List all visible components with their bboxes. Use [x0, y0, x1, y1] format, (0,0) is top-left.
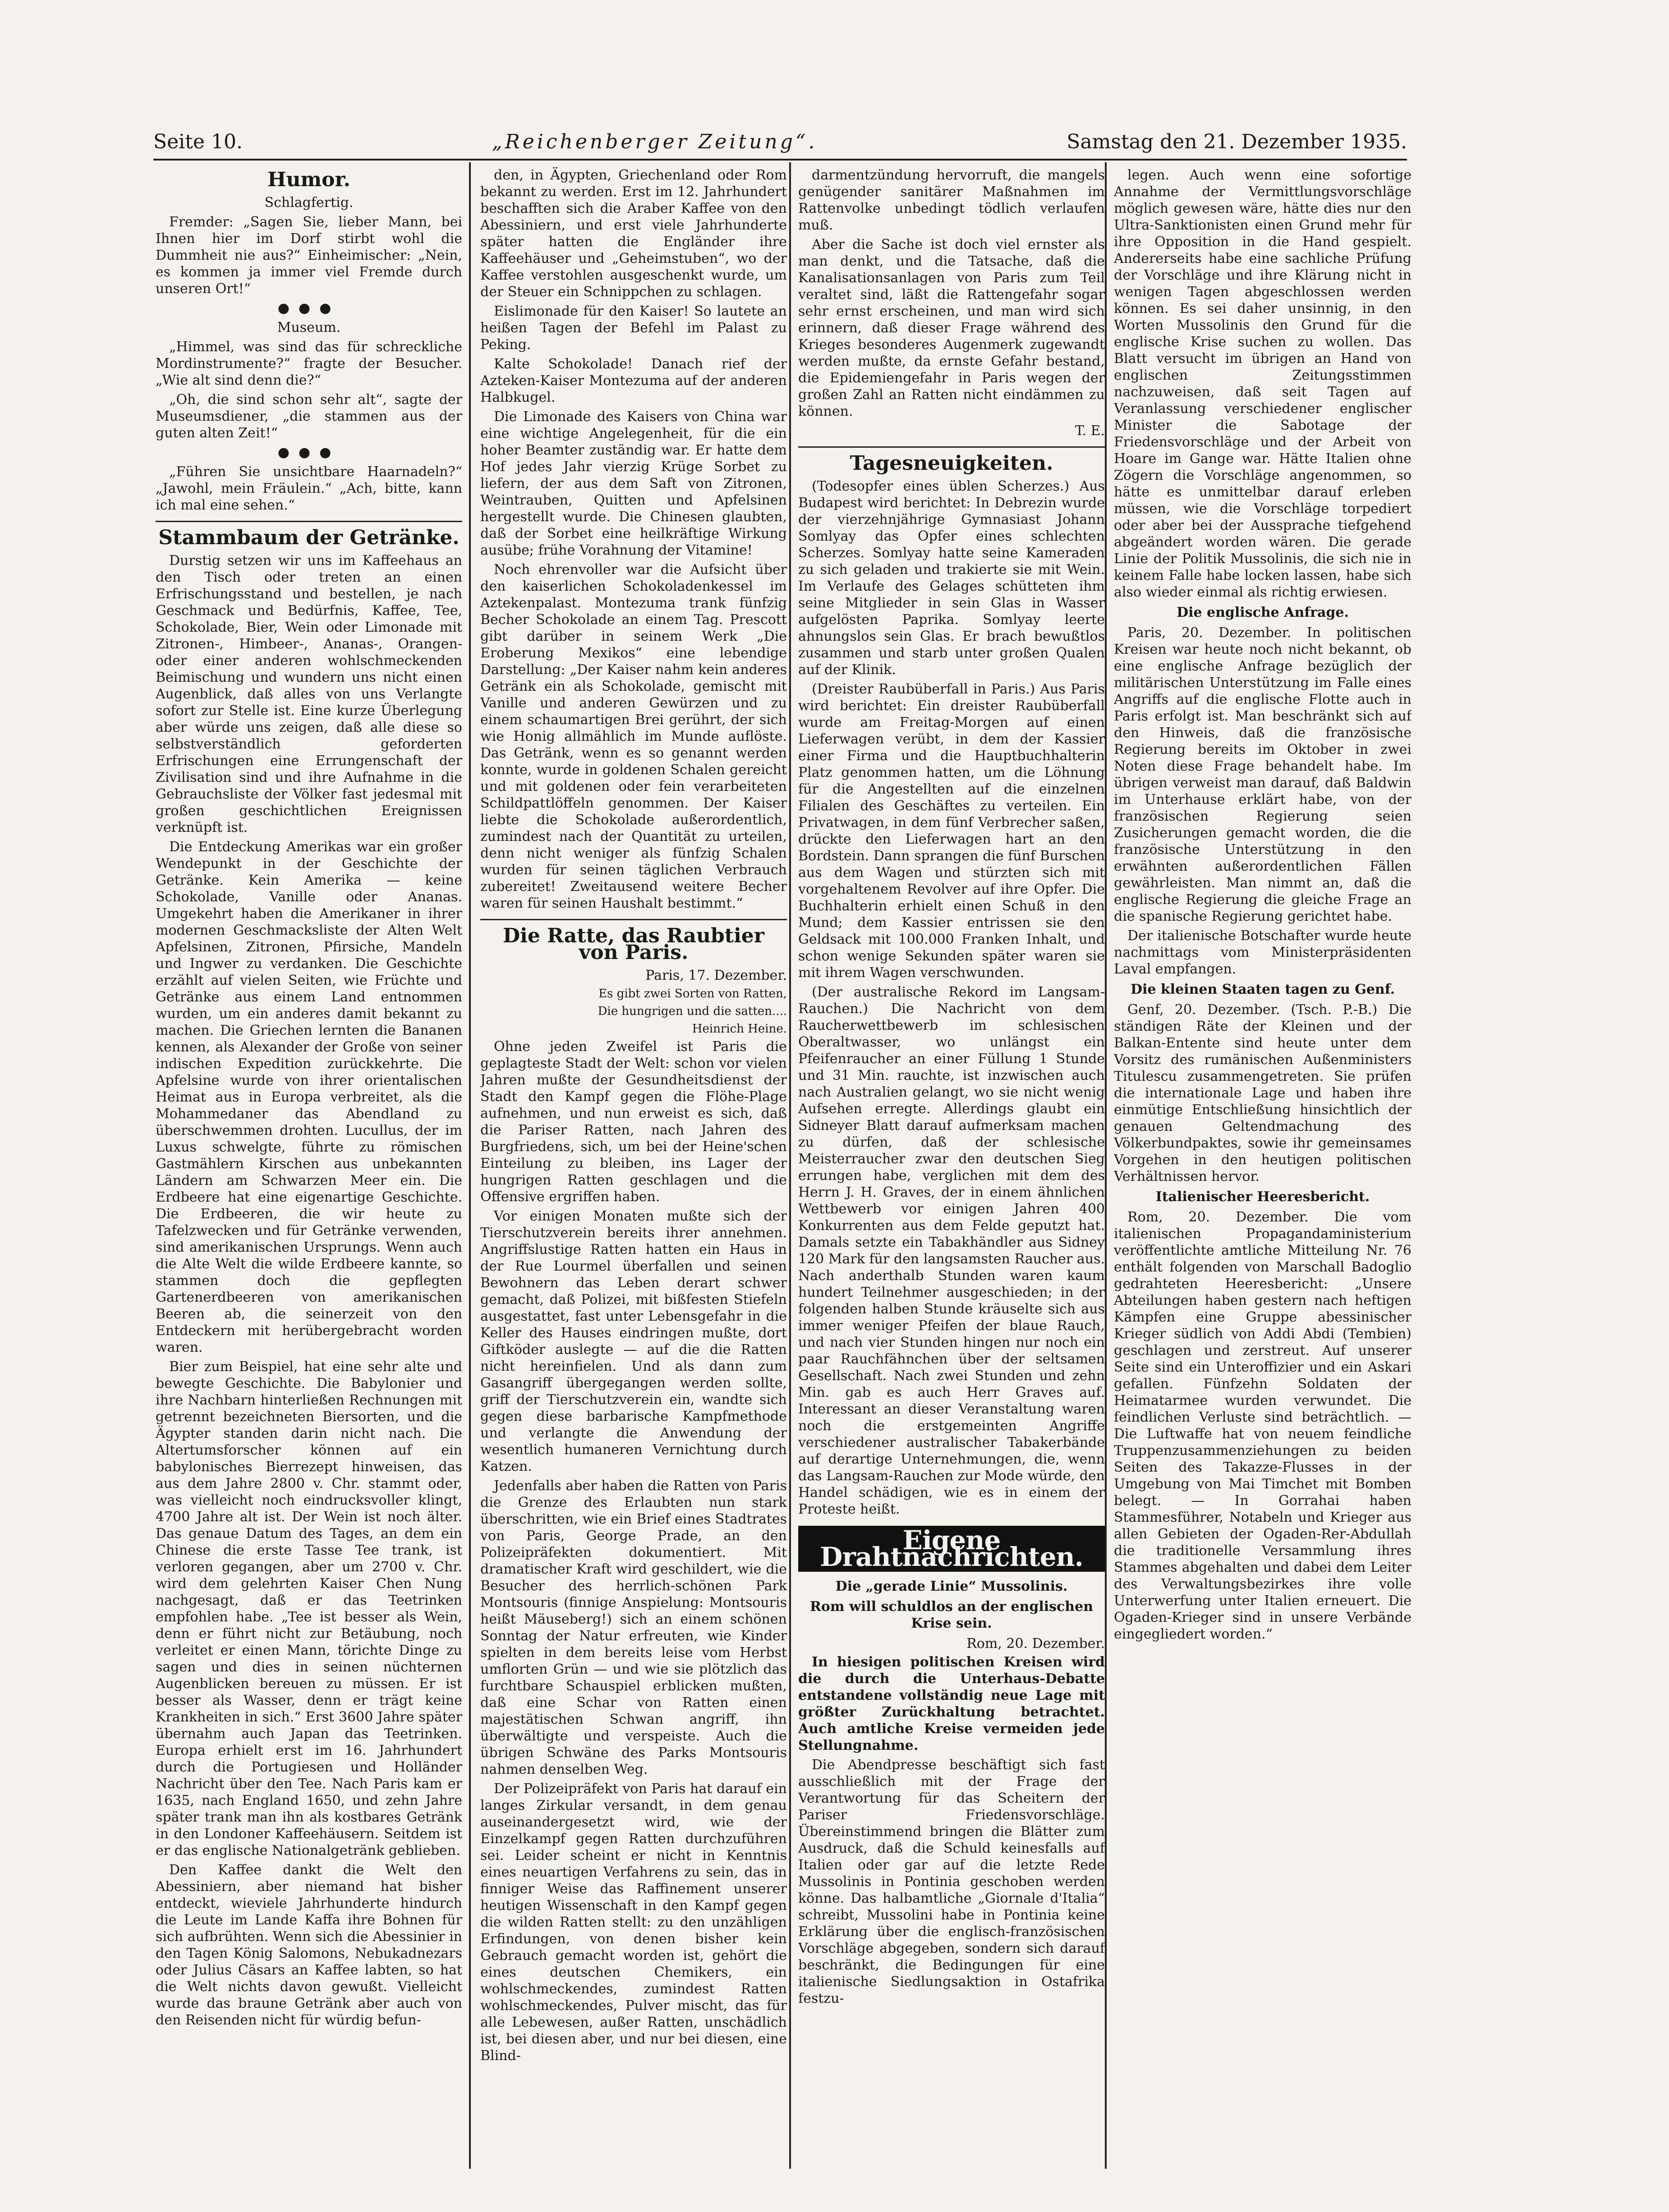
page-header	[153, 122, 1407, 161]
newspaper-title: „Reichenberger Zeitung“.	[492, 130, 818, 153]
news-item: (Der australische Rekord im Langsam-Rauchen.) Die Nachricht von dem Raucherwettbewerb im schlesischen Oberaltwasser, wo unlängst ein Pfeifenraucher an einer Füllung 1 Stunde und 31 Min. rauchte, ist inzwischen auch nach Australien gelangt, wo sie nicht wenig Aufsehen erregte. Allerdings glaubt ein Sidneyer Blatt darauf aufmerksam machen zu dürfen, daß der schlesische Meisterraucher zwar den deutschen Sieg errungen habe, verglichen mit dem des Herrn J. H. Graves, der in einem ähnlichen Wettbewerb vor einigen Jahren 400 Konkurrenten aus dem Felde geputzt hat. Damals setzte ein Tabakhändler aus Sidney 120 Mark für den langsamsten Raucher aus. Nach anderthalb Stunden waren kaum hundert Teilnehmer ausgeschieden; in der folgenden halben Stunde kräuselte sich aus immer weniger Pfeifen der blaue Rauch, und nach vier Stunden hingen nur noch ein paar Rauchfähnchen über der seltsamen Gesellschaft. Nach zwei Stunden und zehn Min. gab es auch Herr Graves auf. Interessant an dieser Veranstaltung waren noch die erstgemeinten Angriffe verschiedener australischer Tabakerbände auf derartige Unternehmungen, die, wenn das Langsam-Rauchen zur Mode würde, den Handel schädigen, wie es in einem der Proteste heißt.	[798, 984, 1105, 1517]
dateline: Paris, 17. Dezember.	[645, 968, 787, 983]
article-paragraph: Paris, 20. Dezember. In politischen Kreisen war heute noch nicht bekannt, ob eine englische Anfrage bezüglich der militärischen Unterstützung im Falle eines Angriffs auf die englische Flotte auch in Paris erfolgt ist. Man beschränkt sich auf den Hinweis, daß die französische Regierung bereits im Oktober in zwei Noten diese Frage behandelt habe. Im übrigen verweist man darauf, daß Baldwin im Unterhause erklärt habe, von der französischen Regierung seien Zusicherungen gemacht worden, die die französische Unterstützung in den erwähnten außerordentlichen Fällen gewährleisten. Man nimmt an, daß die englische Regierung die gleiche Frage an die spanische Regierung gerichtet habe.	[1114, 625, 1412, 924]
page-number: Seite 10.	[153, 130, 243, 153]
article-paragraph: Kalte Schokolade! Danach rief der Azteken-Kaiser Montezuma auf der anderen Halbkugel.	[480, 356, 787, 405]
column-2	[480, 167, 787, 2169]
article-paragraph: Die Abendpresse beschäftigt sich fast ausschließlich mit der Frage der Verantwortung für das Scheitern der Pariser Friedensvorschläge. Übereinstimmend bringen die Blätter zum Ausdruck, daß die Schuld keinesfalls auf Italien oder gar auf die letzte Rede Mussolinis in Pontinia geschoben werden könne. Das halbamtliche „Giornale d'Italia“ schreibt, Mussolini habe in Pontinia keine Erklärung über die englisch-französischen Vorschläge abgegeben, sondern sich darauf beschränkt, die Bedingungen für eine italienische Siedlungsaktion in Ostafrika festzu-	[798, 1757, 1105, 2006]
article-paragraph: Die Entdeckung Amerikas war ein großer Wendepunkt in der Geschichte der Getränke. Kein Amerika — keine Schokolade, Vanille oder Ananas. Umgekehrt haben die Amerikaner in ihrer modernen Geschmacksliste der Alten Welt Apfelsinen, Zitronen, Pfirsiche, Mandeln und Ingwer zu verdanken. Die Geschichte erzählt auf vielen Seiten, wie Früchte und Getränke aus einem Land entnommen wurden, um ein anderes damit bekannt zu machen. Die Griechen lernten die Bananen kennen, als Alexander der Große von seiner indischen Expedition zurückkehrte. Die Apfelsine wurde von ihrer orientalischen Heimat aus in Europa verbreitet, als die Mohammedaner das Abendland zu überschwemmen drohten. Lucullus, der im Luxus schwelgte, führte zu römischen Gastmählern Kirschen aus unbekannten Ländern am Schwarzen Meer ein. Die Erdbeere hat eine eigenartige Geschichte. Die Erdbeeren, die wir heute zu Tafelzwecken und für Getränke verwenden, sind amerikanischen Ursprungs. Wenn auch die Alte Welt die wilde Erdbeere kannte, so stammen doch die gepflegten Gartenerdbeeren von amerikanischen Beeren ab, die seinerzeit von den Entdeckern mit herübergebracht worden waren.	[156, 839, 462, 1355]
article-heading: Die englische Anfrage.	[1177, 605, 1349, 620]
article-paragraph: Den Kaffee dankt die Welt den Abessiniern, aber niemand hat bisher entdeckt, wieviele Jahrhunderte hindurch die Leute im Lande Kaffa ihre Bohnen für sich aufbrühten. Wenn sich die Abessinier in den Tagen König Salomons, Nebukadnezars oder Julius Cäsars an Kaffee labten, so hat die Welt nichts davon gewußt. Vielleicht wurde das braune Getränk aber auch von den Reisenden nicht für würdig befun-	[156, 1862, 462, 2028]
column-4	[1114, 167, 1412, 2169]
museum-heading: Museum.	[277, 320, 341, 335]
article-heading: Stammbaum der Getränke.	[158, 526, 460, 549]
article-paragraph: Ohne jeden Zweifel ist Paris die geplagteste Stadt der Welt: schon vor vielen Jahren mußte der Gesundheitsdienst der Stadt den Kampf gegen die Flöhe-Plage aufnehmen, und nun erweist es sich, daß die Pariser Ratten, nach Jahren des Burgfriedens, sich, um bei der Heine'schen Einteilung zu bleiben, ins Lager der hungrigen Ratten geschlagen und die Offensive ergriffen haben.	[480, 1039, 787, 1205]
article-paragraph: Durstig setzen wir uns im Kaffeehaus an den Tisch oder treten an einen Erfrischungsstand und bestellen, je nach Geschmack und Bedürfnis, Kaffee, Tee, Schokolade, Bier, Wein oder Limonade mit Zitronen-, Himbeer-, Ananas-, Orangen- oder einer anderen wohlschmeckenden Beimischung und wundern uns nicht einen Augenblick, daß alles von uns Verlangte sofort zur Stelle ist. Eine kurze Überlegung aber würde uns zeigen, daß alle diese so selbstverständlich geforderten Erfrischungen eine Errungenschaft der Zivilisation sind und ihre Aufnahme in die Gebrauchsliste der Völker fast jedesmal mit großen geschichtlichen Ereignissen verknüpft ist.	[156, 553, 462, 835]
humor-heading: Humor.	[267, 168, 350, 191]
motto-author: Heinrich Heine.	[692, 1022, 787, 1036]
article-subheading: Rom will schuldlos an der englischen Krise sein.	[809, 1599, 1094, 1631]
article-paragraph: Jedenfalls aber haben die Ratten von Paris die Grenze des Erlaubten nun stark überschritten, wie ein Brief eines Stadtrates von Paris, George Prade, an den Polizeipräfekten dokumentiert. Mit dramatischer Kraft wird geschildert, wie die Besucher des herrlich-schönen Park Montsouris (finnige Anspielung: Montsouris heißt Mäuseberg!) sich an einem schönen Sonntag der Natur erfreuten, wie Kinder spielten in dem bereits leise vom Herbst umflorten Grün — und wie sie plötzlich das furchtbare Schauspiel erblicken mußten, daß eine Schar von Ratten einen majestätischen Schwan angriff, ihn überwältigte und verspeiste. Auch die übrigen Schwäne des Parks Montsouris nahmen denselben Weg.	[480, 1478, 787, 1777]
schlagfertig-text: Fremder: „Sagen Sie, lieber Mann, bei Ihnen hier im Dorf stirbt wohl die Dummheit nie aus?“ Einheimischer: „Nein, es kommen ja immer viel Fremde durch unseren Ort!“	[156, 214, 462, 297]
museum-text: „Oh, die sind schon sehr alt“, sagte der Museumsdiener, „die stammen aus der guten alten Zeit!“	[156, 392, 462, 441]
article-separator	[798, 446, 1105, 448]
article-lead: In hiesigen politischen Kreisen wird die durch die Unterhaus-Debatte entstandene vollständig neue Lage mit größter Zurückhaltung betrachtet. Auch amtliche Kreise vermeiden jede Stellungnahme.	[798, 1654, 1105, 1753]
article-heading: Die Ratte, das Raubtier von Paris.	[503, 924, 764, 964]
motto-line: Es gibt zwei Sorten von Ratten,	[598, 987, 787, 1000]
column-rule	[789, 162, 791, 2169]
section-divider: ●●●	[277, 300, 340, 316]
article-paragraph: legen. Auch wenn eine sofortige Annahme der Vermittlungsvorschläge möglich gewesen wäre, hätte dies nur den Ultra-Sanktionisten einen Grund mehr für ihre Opposition in die Hand gespielt. Andererseits habe eine sachliche Prüfung der Vorschläge und ihre Klärung nicht in wenigen Tagen abgeschlossen werden können. Es sei daher unsinnig, in den Worten Mussolinis den Grund für die englische Krise suchen zu wollen. Das Blatt versucht im übrigen an Hand von englischen Zeitungsstimmen nachzuweisen, daß seit Tagen auf Veranlassung verschiedener englischer Minister die Sabotage der Friedensvorschläge und der Arbeit von Hoare im Gange war. Hätte Italien ohne Zögern die Vorschläge angenommen, so hätte es unmittelbar darauf erleben müssen, wie die Vorschläge torpediert oder aber bei der Aussprache tiefgehend abgeändert worden wären. Die gerade Linie der Politik Mussolinis, die sich nie in keinem Falle habe locken lassen, habe sich also wieder einmal als richtig erwiesen.	[1114, 167, 1412, 600]
column-rule	[469, 162, 471, 2169]
column-1	[156, 167, 462, 2169]
article-separator	[156, 521, 462, 522]
article-paragraph: Bier zum Beispiel, hat eine sehr alte und bewegte Geschichte. Die Babylonier und ihre Nachbarn hinterließen Rechnungen mit getrennt bezeichneten Biersorten, und die Ägypter standen darin nicht nach. Die Altertumsforscher können auf ein babylonisches Bierrezept hinweisen, das aus dem Jahre 2800 v. Chr. stammt oder, was vielleicht noch eindrucksvoller klingt, 4700 Jahre alt ist. Der Wein ist noch älter. Das genaue Datum des Tages, an dem ein Chinese die erste Tasse Tee trank, ist verloren gegangen, aber um 2700 v. Chr. wird dem gelehrten Kaiser Chen Nung nachgesagt, daß er das Teetrinken empfohlen habe. „Tee ist besser als Wein, denn er führt nicht zur Betäubung, noch verleitet er einen Mann, törichte Dinge zu sagen und dies in seinen nüchternen Augenblicken bereuen zu müssen. Er ist besser als Wasser, denn er trägt keine Krankheiten in sich.“ Erst 3600 Jahre später übernahm auch Japan das Teetrinken. Europa erhielt erst im 16. Jahrhundert durch die Portugiesen und Holländer Nachricht über den Tee. Nach Paris kam er 1635, nach England 1650, und zehn Jahre später trank man ihn als kostbares Getränk in den Londoner Kaffeehäusern. Seitdem ist er das englische Nationalgetränk geblieben.	[156, 1359, 462, 1859]
article-paragraph: darmentzündung hervorruft, die mangels genügender sanitärer Maßnahmen im Rattenvolke unbedingt tödlich verlaufen muß.	[798, 167, 1105, 233]
hairpin-joke: „Führen Sie unsichtbare Haarnadeln?“ „Jawohl, mein Fräulein.“ „Ach, bitte, kann ich mal eine sehen.“	[156, 464, 462, 513]
article-paragraph: Die Limonade des Kaisers von China war eine wichtige Angelegenheit, für die ein hoher Beamter zuständig war. Er hatte dem Hof jedes Jahr vierzig Krüge Sorbet zu liefern, der aus dem Saft von Zitronen, Weintrauben, Quitten und Apfelsinen hergestellt wurde. Die Chinesen glaubten, daß der Sorbet eine heilkräftige Wirkung ausübe; frühe Vorahnung der Vitamine!	[480, 409, 787, 558]
dateline: Rom, 20. Dezember.	[966, 1636, 1105, 1652]
article-paragraph: Noch ehrenvoller war die Aufsicht über den kaiserlichen Schokoladenkessel im Aztekenpalast. Montezuma trank fünfzig Becher Schokolade an einem Tag. Prescott gibt darüber in seinem Werk „Die Eroberung Mexikos“ eine lebendige Darstellung: „Der Kaiser nahm kein anderes Getränk ein als Schokolade, gemischt mit Vanille und anderen Gewürzen und zu einem schaumartigen Brei gerührt, der sich wie Honig allmählich im Munde auflöste. Das Getränk, wenn es so genannt werden konnte, wurde in goldenen Schalen gereicht und mit goldenen oder fein verarbeiteten Schildpattlöffeln genommen. Der Kaiser liebte die Schokolade außerordentlich, zumindest nach der Quantität zu urteilen, denn nicht weniger als fünfzig Schalen wurden für seinen täglichen Verbrauch zubereitet! Zweitausend weitere Becher waren für seinen Haushalt bestimmt.“	[480, 562, 787, 911]
article-paragraph: Eislimonade für den Kaiser! So lautete an heißen Tagen der Befehl im Palast zu Peking.	[480, 303, 787, 353]
article-paragraph: Rom, 20. Dezember. Die vom italienischen Propagandaministerium veröffentlichte amtliche Mitteilung Nr. 76 enthält folgenden von Marschall Badoglio gedrahteten Heeresbericht: „Unsere Abteilungen haben gestern nach heftigen Kämpfen eine Gruppe abessinischer Krieger südlich von Addi Abdi (Tembien) geschlagen und zerstreut. Auf unserer Seite sind ein Unteroffizier und ein Askari gefallen. Fünfzehn Soldaten der Heimatarmee wurden verwundet. Die feindlichen Verluste sind beträchtlich. — Die Luftwaffe hat von neuem feindliche Truppenzusammenziehungen zu beiden Seiten des Takazze-Flusses in der Umgebung von Mai Timchet mit Bomben belegt. — In Gorrahai haben Stammesführer, Notabeln und Krieger aus allen Gebieten der Ogaden-Rer-Abdullah die traditionelle Versammlung ihres Stammes abgehalten und dabei dem Leiter des Verwaltungsbezirkes ihre volle Unterwerfung unter Italien erneuert. Die Ogaden-Krieger sind in unsere Verbände eingegliedert worden.“	[1114, 1209, 1412, 1642]
motto-line: Die hungrigen und die satten....	[598, 1005, 787, 1018]
schlagfertig-heading: Schlagfertig.	[264, 195, 354, 211]
column-rule	[1105, 162, 1107, 2169]
article-heading: Die kleinen Staaten tagen zu Genf.	[1130, 982, 1395, 997]
article-heading: Italienischer Heeresbericht.	[1155, 1189, 1370, 1205]
article-paragraph: den, in Ägypten, Griechenland oder Rom bekannt zu werden. Erst im 12. Jahrhundert beschafften sich die Araber Kaffee von den Abessiniern, und erst viele Jahrhunderte später hatten die Engländer ihre Kaffeehäuser und „Geheimstuben“, wo der Kaffee verstohlen ausgeschenkt wurde, um der Steuer ein Schnippchen zu schlagen.	[480, 167, 787, 300]
article-paragraph: Vor einigen Monaten mußte sich der Tierschutzverein bereits ihrer annehmen. Angriffslustige Ratten hatten ein Haus in der Rue Lourmel überfallen und seinen Bewohnern das Leben derart schwer gemacht, daß Polizei, mit bißfesten Stiefeln ausgestattet, fast unter Lebensgefahr in die Keller des Hauses eindringen mußte, dort Giftköder auslegte — auf die die Ratten nicht hereinfielen. Und als dann zum Gasangriff übergegangen werden sollte, griff der Tierschutzverein ein, wandte sich gegen diese barbarische Kampfmethode und verlangte die Anwendung der wesentlich humaneren Vernichtung durch Katzen.	[480, 1208, 787, 1474]
section-banner: Eigene Drahtnachrichten.	[798, 1526, 1105, 1572]
article-paragraph: Genf, 20. Dezember. (Tsch. P.-B.) Die ständigen Räte der Kleinen und der Balkan-Entente sind heute unter dem Vorsitz des rumänischen Außenministers Titulescu zusammengetreten. Sie prüfen die internationale Lage und haben ihre einmütige Entschließung hinsichtlich der genauen Geltendmachung des Völkerbundpaktes, sowie ihr gemeinsames Vorgehen in den heutigen politischen Verhältnissen hervor.	[1114, 1002, 1412, 1184]
article-separator	[480, 919, 787, 920]
article-paragraph: Der Polizeipräfekt von Paris hat darauf ein langes Zirkular versandt, in dem genau auseinandergesetzt wird, wie der Einzelkampf gegen Ratten durchzuführen sei. Leider scheint er nicht in Kenntnis eines neuartigen Verfahrens zu sein, das in finniger Weise das Raffinement unserer heutigen Wissenschaft in den Kampf gegen die wilden Ratten stellt: zu den unzähligen Erfindungen, von denen bisher kein Gebrauch gemacht worden ist, gehört die eines deutschen Chemikers, ein wohlschmeckendes, zumindest Ratten wohlschmeckendes, Pulver mischt, das für alle Lebewesen, außer Ratten, unschädlich ist, bei diesen aber, und nur bei diesen, eine Blind-	[480, 1781, 787, 2064]
news-item: (Dreister Raubüberfall in Paris.) Aus Paris wird berichtet: Ein dreister Raubüberfall wurde am Freitag-Morgen auf einen Lieferwagen verübt, in dem der Kassier einer Firma und die Hauptbuchhalterin Platz genommen hatten, um die Löhnung für die Angestellten auf die einzelnen Filialen des Geschäftes zu verteilen. Ein Privatwagen, in dem fünf Verbrecher saßen, drückte den Lieferwagen hart an den Bordstein. Dann sprangen die fünf Burschen aus dem Wagen und stürzten sich mit vorgehaltenem Revolver auf ihre Opfer. Die Buchhalterin erhielt einen Schuß in den Mund; dem Kassier entrissen sie den Geldsack mit 100.000 Franken Inhalt, und schon wenige Sekunden später waren sie mit ihrem Wagen verschwunden.	[798, 681, 1105, 981]
article-paragraph: Aber die Sache ist doch viel ernster als man denkt, und die Tatsache, daß die Kanalisationsanlagen von Paris zum Teil veraltet sind, läßt die Rattengefahr sogar sehr ernst erscheinen, und man wird sich erinnern, daß dieser Frage während des Krieges besonderes Augenmerk zugewandt werden mußte, da ernste Gefahr bestand, die Epidemiengefahr in Paris wegen der großen Zahl an Ratten nicht eindämmen zu können.	[798, 237, 1105, 419]
article-heading: Die „gerade Linie“ Mussolinis.	[835, 1579, 1068, 1594]
column-3	[798, 167, 1105, 2169]
issue-date: Samstag den 21. Dezember 1935.	[1067, 130, 1407, 153]
author-signature: T. E.	[1075, 423, 1105, 439]
museum-text: „Himmel, was sind das für schreckliche Mordinstrumente?“ fragte der Besucher. „Wie alt sind denn die?“	[156, 339, 462, 388]
article-paragraph: Der italienische Botschafter wurde heute nachmittags vom Ministerpräsidenten Laval empfangen.	[1114, 928, 1412, 977]
section-heading: Tagesneuigkeiten.	[850, 452, 1053, 475]
section-divider: ●●●	[277, 445, 340, 460]
news-item: (Todesopfer eines üblen Scherzes.) Aus Budapest wird berichtet: In Debrezin wurde der vierzehnjährige Gymnasiast Johann Somlyay das Opfer eines schlechten Scherzes. Somlyay hatte seine Kameraden zu sich geladen und trakierte sie mit Wein. Im Verlaufe des Gelages schütteten ihm seine Mitglieder in sein Glas in Wasser aufgelösten Paprika. Somlyay leerte ahnungslos sein Glas. Er brach bewußtlos zusammen und starb unter großen Qualen auf der Klinik.	[798, 478, 1105, 678]
